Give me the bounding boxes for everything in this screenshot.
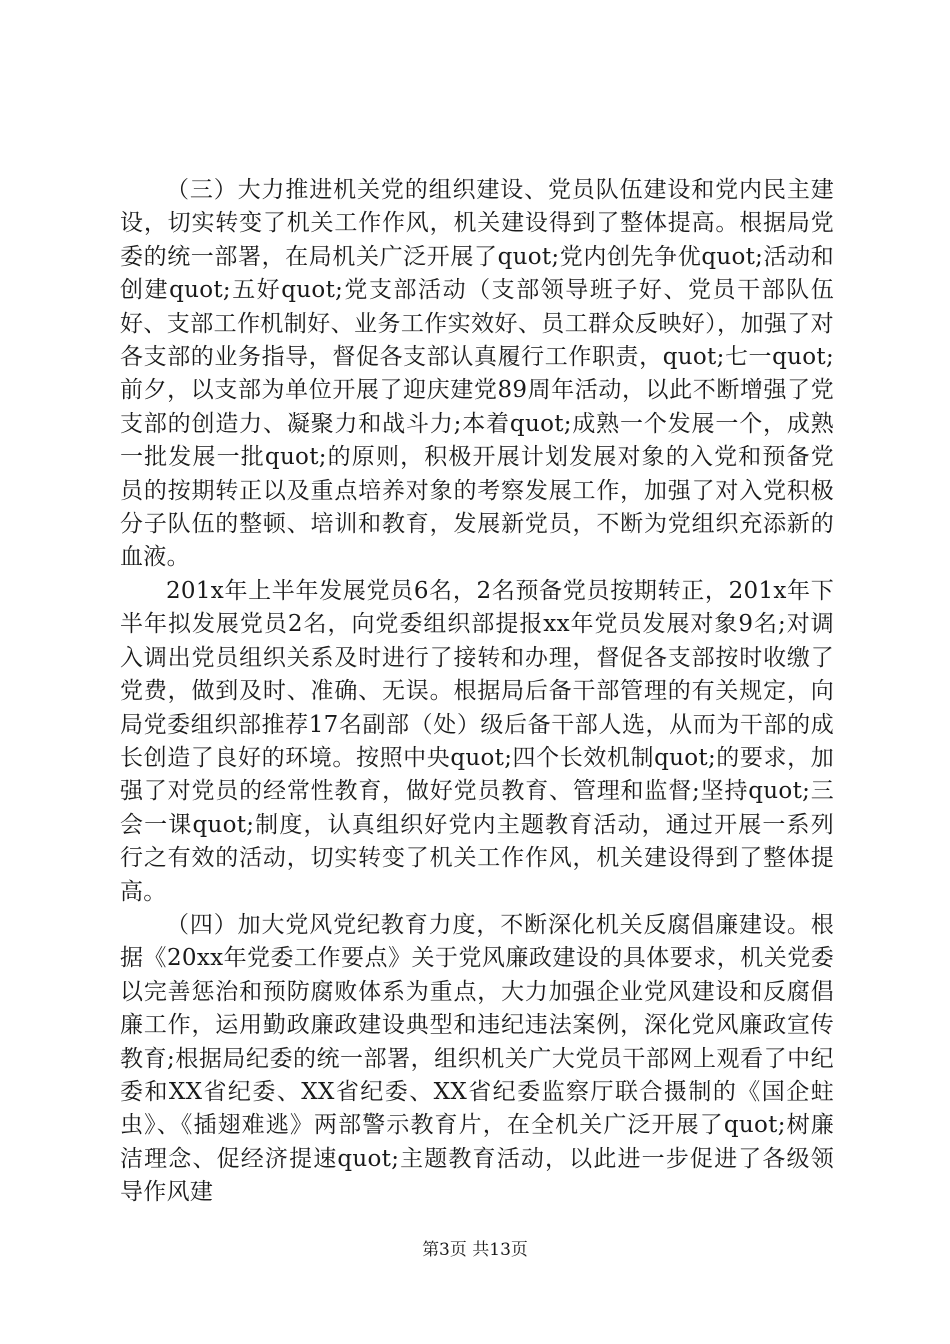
paragraph-party-organization: （三）大力推进机关党的组织建设、党员队伍建设和党内民主建设，切实转变了机关工作作风，机关建设得到了整体提高。根据局党委的统一部署，在局机关广泛开展了quot;党内创先争优quot;活动和创建quot;五好quot;党支部活动（支部领导班子好、党员干部队伍好、支部工作机制好、业务工作实效好、员工群众反映好），加强了对各支部的业务指导，督促各支部认真履行工作职责，quot;七一quot;前夕，以支部为单位开展了迎庆建党89周年活动，以此不断增强了党支部的创造力、凝聚力和战斗力;本着quot;成熟一个发展一个，成熟一批发展一批quot;的原则，积极开展计划发展对象的入党和预备党员的按期转正以及重点培养对象的考察发展工作，加强了对入党积极分子队伍的整顿、培训和教育，发展新党员，不断为党组织充添新的血液。 (120, 177, 834, 571)
document-body (120, 174, 834, 1210)
page-number-footer: 第3页 共13页 (422, 1240, 528, 1260)
paragraph-anti-corruption: （四）加大党风党纪教育力度，不断深化机关反腐倡廉建设。根据《20xx年党委工作要点》关于党风廉政建设的具体要求，机关党委以完善惩治和预防腐败体系为重点，大力加强企业党风建设和反腐倡廉工作，运用勤政廉政建设典型和违纪违法案例，深化党风廉政宣传教育;根据局纪委的统一部署，组织机关广大党员干部网上观看了中纪委和XX省纪委、XX省纪委、XX省纪委监察厅联合摄制的《国企蛀虫》、《插翅难逃》两部警示教育片，在全机关广泛开展了quot;树廉洁理念、促经济提速quot;主题教育活动，以此进一步促进了各级领导作风建 (120, 911, 834, 1206)
paragraph-member-development: 201x年上半年发展党员6名，2名预备党员按期转正，201x年下半年拟发展党员2名，向党委组织部提报xx年党员发展对象9名;对调入调出党员组织关系及时进行了接转和办理，督促各支部按时收缴了党费，做到及时、准确、无误。根据局后备干部管理的有关规定，向局党委组织部推荐17名副部（处）级后备干部人选，从而为干部的成长创造了良好的环境。按照中央quot;四个长效机制quot;的要求，加强了对党员的经常性教育，做好党员教育、管理和监督;坚持quot;三会一课quot;制度，认真组织好党内主题教育活动，通过开展一系列行之有效的活动，切实转变了机关工作作风，机关建设得到了整体提高。 (120, 577, 834, 905)
